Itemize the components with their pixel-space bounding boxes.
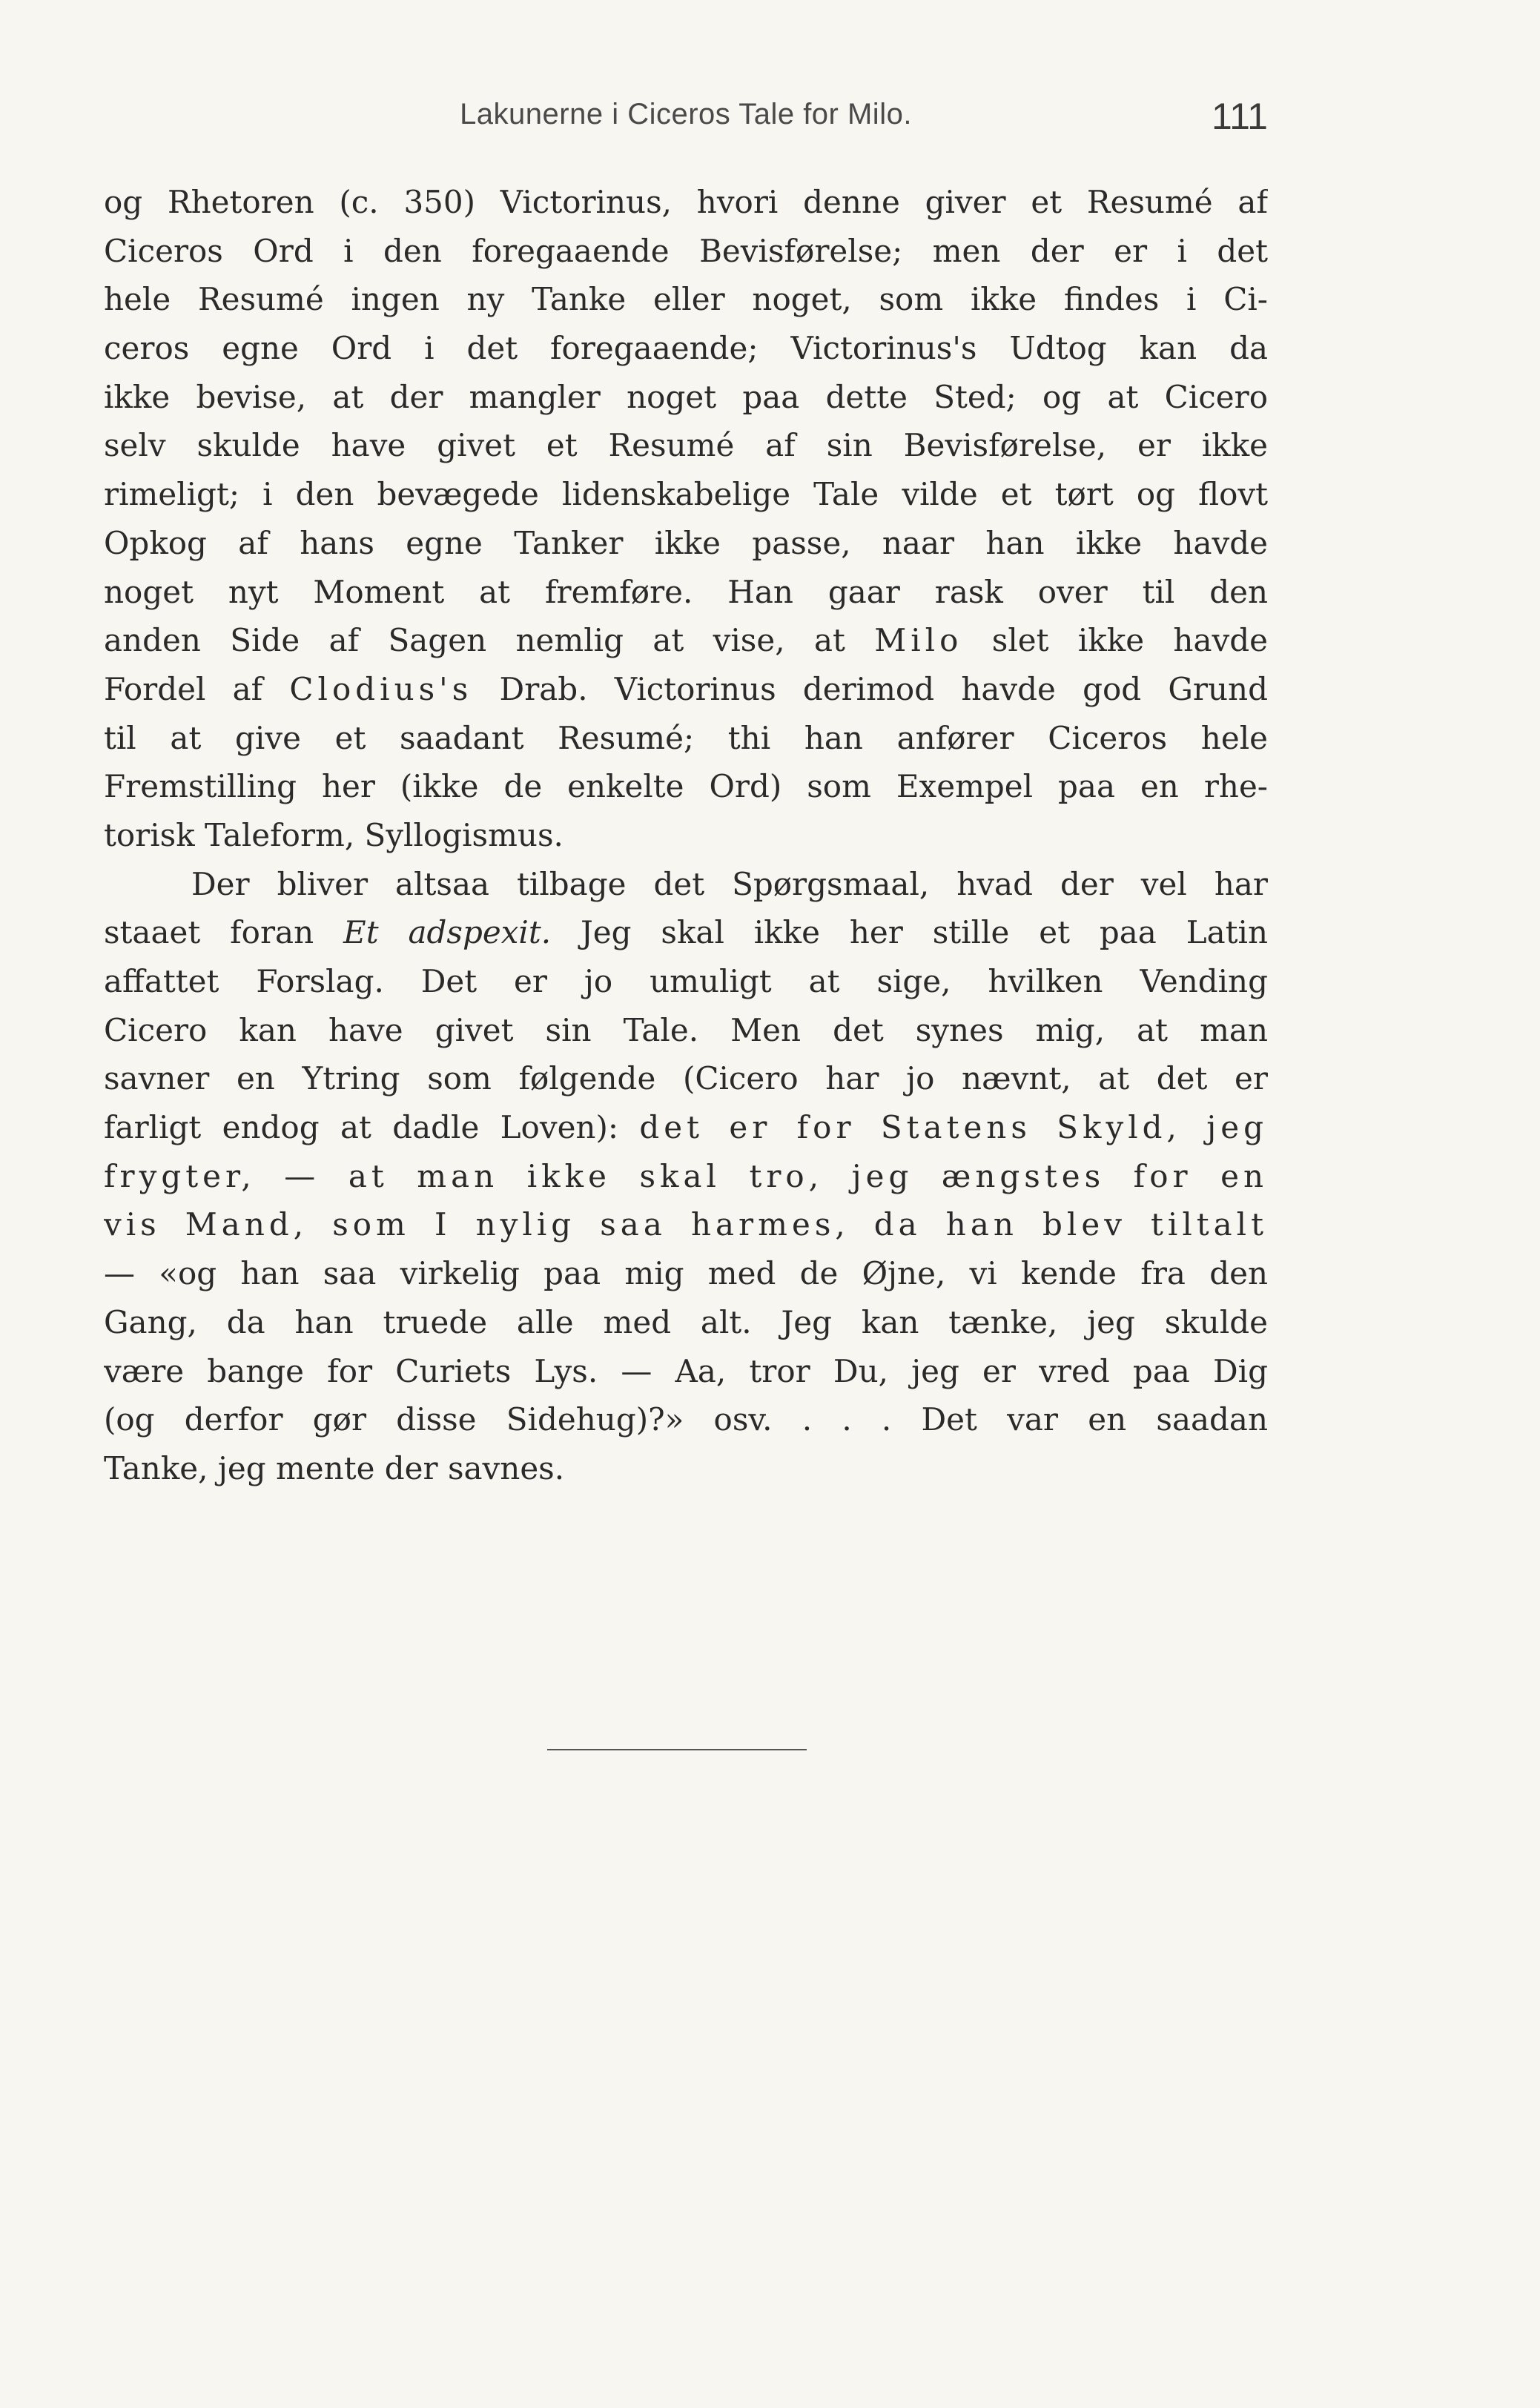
text-line: rimeligt; i den bevægede lidenskabelige Tale vilde et tørt og flovt xyxy=(104,476,1268,513)
text-line xyxy=(104,1103,1268,1152)
italic-phrase: Et adspexit. xyxy=(343,914,552,951)
text-line: Fremstilling her (ikke de enkelte Ord) som Exempel paa en rhe- xyxy=(104,768,1268,805)
text-line: affattet Forslag. Det er jo umuligt at sige, hvilken Vending xyxy=(104,963,1268,999)
text-line: (og derfor gør disse Sidehug)?» osv. . . . Det var en saadan xyxy=(104,1401,1268,1438)
text-segment: Drab. Victorinus derimod havde god Grund xyxy=(499,670,1268,707)
text-line: Ciceros Ord i den foregaaende Bevisførelse; men der er i det xyxy=(104,232,1268,269)
text-line xyxy=(104,908,1268,957)
running-title: Lakunerne i Ciceros Tale for Milo. xyxy=(460,98,912,130)
text-line: Tanke, jeg mente der savnes. xyxy=(104,1449,565,1486)
text-line: Der bliver altsaa tilbage det Spørgsmaal, hvad der vel har xyxy=(191,865,1268,902)
text-line: vis Mand, som I nylig saa harmes, da han blev tiltalt xyxy=(104,1206,1268,1243)
text-line: torisk Taleform, Syllogismus. xyxy=(104,816,564,853)
spaced-name: Clodius's xyxy=(289,670,473,707)
text-line: savner en Ytring som følgende (Cicero har jo nævnt, at det er xyxy=(104,1060,1268,1097)
text-line: Opkog af hans egne Tanker ikke passe, naar han ikke havde xyxy=(104,524,1268,561)
text-segment: farligt endog at dadle Loven): xyxy=(104,1109,619,1146)
end-rule xyxy=(547,1749,807,1750)
text-line xyxy=(104,665,1268,714)
text-segment: slet ikke havde xyxy=(991,622,1268,659)
text-line: Gang, da han truede alle med alt. Jeg kan tænke, jeg skulde xyxy=(104,1303,1268,1340)
text-line: — «og han saa virkelig paa mig med de Øjne, vi kende fra den xyxy=(104,1255,1268,1292)
text-line: ikke bevise, at der mangler noget paa dette Sted; og at Cicero xyxy=(104,378,1268,415)
text-line: ceros egne Ord i det foregaaende; Victorinus's Udtog kan da xyxy=(104,330,1268,367)
text-line: Cicero kan have givet sin Tale. Men det synes mig, at man xyxy=(104,1011,1268,1048)
text-segment: anden Side af Sagen nemlig at vise, at xyxy=(104,622,845,659)
text-line: til at give et saadant Resumé; thi han anfører Ciceros hele xyxy=(104,719,1268,756)
text-segment: Fordel af xyxy=(104,670,263,707)
page-header xyxy=(104,95,1268,147)
text-line xyxy=(104,616,1268,665)
text-line: og Rhetoren (c. 350) Victorinus, hvori denne giver et Resumé af xyxy=(104,184,1268,220)
text-line: frygter, — at man ikke skal tro, jeg ængstes for en xyxy=(104,1157,1268,1194)
text-line: være bange for Curiets Lys. — Aa, tror Du, jeg er vred paa Dig xyxy=(104,1352,1268,1389)
text-line: selv skulde have givet et Resumé af sin Bevisførelse, er ikke xyxy=(104,427,1268,464)
text-line: hele Resumé ingen ny Tanke eller noget, som ikke findes i Ci- xyxy=(104,281,1268,318)
page-number: 111 xyxy=(1211,96,1268,137)
body-text xyxy=(104,178,1268,1493)
spaced-phrase: det er for Statens Skyld, jeg xyxy=(639,1109,1268,1146)
text-segment: Jeg skal ikke her stille et paa Latin xyxy=(580,914,1268,951)
spaced-name: Milo xyxy=(874,622,963,659)
text-line: noget nyt Moment at fremføre. Han gaar rask over til den xyxy=(104,573,1268,610)
text-segment: staaet foran xyxy=(104,914,314,951)
